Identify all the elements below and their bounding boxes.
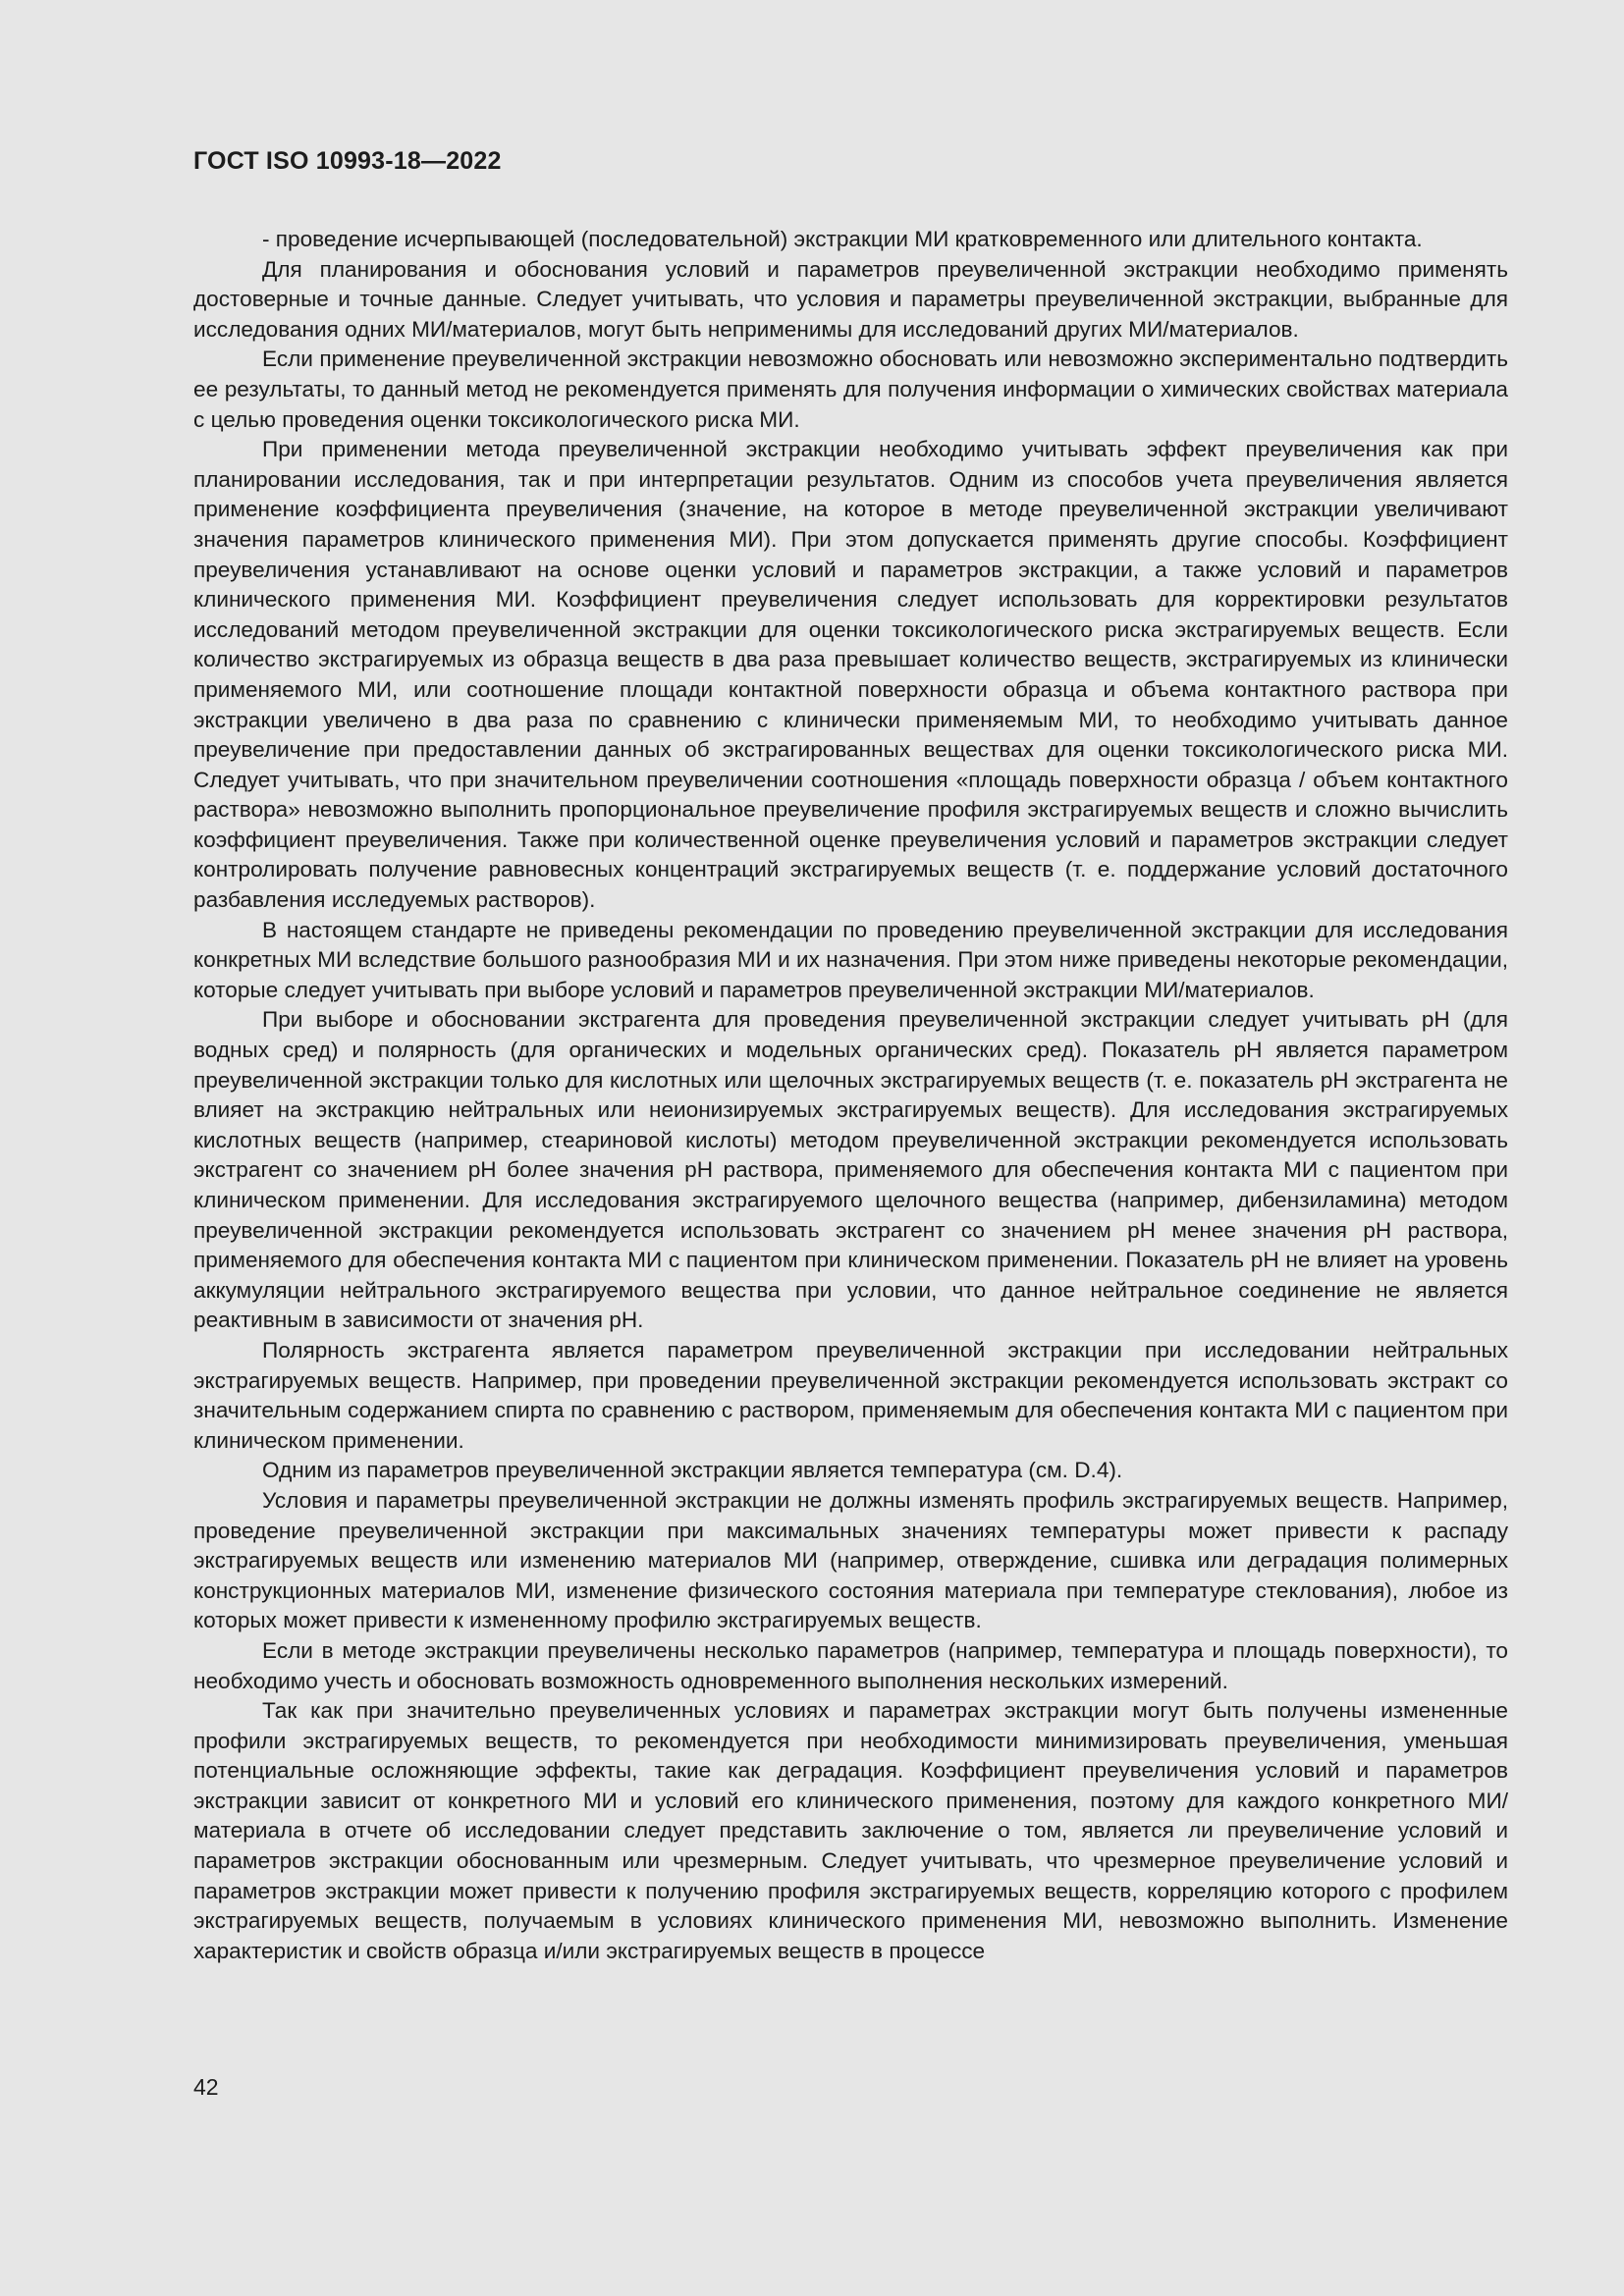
page-number: 42 [193,2074,219,2100]
paragraph: - проведение исчерпывающей (последовательной) экстракции МИ кратковременного или длительного контакта. [262,227,1423,251]
paragraph: Для планирования и обоснования условий и параметров преувеличенной экстракции необходимо применять достоверные и точные данные. Следует учитывать, что условия и параметры преувеличенной экстракции, выбранные для исследования одних МИ/материалов, могут быть неприменимы для исследований других МИ/материалов. [193,256,1508,342]
paragraph: Если в методе экстракции преувеличены несколько параметров (например, температура и площадь поверхности), то необходимо учесть и обосновать возможность одновременного выполнения нескольких измерений. [193,1637,1508,1693]
paragraph: Так как при значительно преувеличенных условиях и параметрах экстракции могут быть получены измененные профили экстрагируемых веществ, то рекомендуется при необходимости минимизировать преувеличения, уменьшая потенциальные осложняющие эффекты, такие как деградация. Коэффициент преувеличения условий и параметров экстракции зависит от конкретного МИ и условий его клинического применения, поэтому для каждого конкретного МИ/материала в отчете об исследовании следует представить заключение о том, является ли преувеличение условий и параметров экстракции обоснованным или чрезмерным. Следует учитывать, что чрезмерное преувеличение условий и параметров экстракции может привести к получению профиля экстрагируемых веществ, корреляцию которого с профилем экстрагируемых веществ, получаемым в условиях клинического применения МИ, невозможно выполнить. Изменение характеристик и свойств образца и/или экстрагируемых веществ в процессе [193,1698,1508,1963]
paragraph: Одним из параметров преувеличенной экстракции является температура (см. D.4). [262,1458,1123,1483]
paragraph: Если применение преувеличенной экстракции невозможно обосновать или невозможно экспериментально подтвердить ее результаты, то данный метод не рекомендуется применять для получения информации о химических свойствах материала с целью проведения оценки токсикологического риска МИ. [193,347,1508,432]
paragraph: В настоящем стандарте не приведены рекомендации по проведению преувеличенной экстракции для исследования конкретных МИ вследствие большого разнообразия МИ и их назначения. При этом ниже приведены некоторые рекомендации, которые следует учитывать при выборе условий и параметров преувеличенной экстракции МИ/материалов. [193,917,1508,1002]
paragraph: Полярность экстрагента является параметром преувеличенной экстракции при исследовании нейтральных экстрагируемых веществ. Например, при проведении преувеличенной экстракции рекомендуется использовать экстракт со значительным содержанием спирта по сравнению с раствором, применяемым для обеспечения контакта МИ с пациентом при клиническом применении. [193,1337,1508,1453]
paragraph: При применении метода преувеличенной экстракции необходимо учитывать эффект преувеличения как при планировании исследования, так и при интерпретации результатов. Одним из способов учета преувеличения является применение коэффициента преувеличения (значение, на которое в методе преувеличенной экстракции увеличивают значения параметров клинического применения МИ). При этом допускается применять другие способы. Коэффициент преувеличения устанавливают на основе оценки условий и параметров экстракции, а также условий и параметров клинического применения МИ. Коэффициент преувеличения следует использовать для корректировки результатов исследований методом преувеличенной экстракции для оценки токсикологического риска экстрагируемых веществ. Если количество экстрагируемых из образца веществ в два раза превышает количество веществ, экстрагируемых из клинически применяемого МИ, или соотношение площади контактной поверхности образца и объема контактного раствора при экстракции увеличено в два раза по сравнению с клинически применяемым МИ, то необходимо учитывать данное преувеличение при предоставлении данных об экстрагированных веществах для оценки токсикологического риска МИ. Следует учитывать, что при значительном преувеличении соотношения «площадь поверхности образца / объем контактного раствора» невозможно выполнить пропорциональное преувеличение профиля экстрагируемых веществ и сложно вычислить коэффициент преувеличения. Также при количественной оценке преувеличения условий и параметров экстракции следует контролировать получение равновесных концентраций экстрагируемых веществ (т. е. поддержание условий достаточного разбавления исследуемых растворов). [193,437,1508,913]
document-header: ГОСТ ISO 10993-18—2022 [193,147,502,175]
document-body [193,225,1508,1966]
paragraph: При выборе и обосновании экстрагента для проведения преувеличенной экстракции следует учитывать рН (для водных сред) и полярность (для органических и модельных органических сред). Показатель рН является параметром преувеличенной экстракции только для кислотных или щелочных экстрагируемых веществ (т. е. показатель рН экстрагента не влияет на экстракцию нейтральных или неионизируемых экстрагируемых веществ). Для исследования экстрагируемых кислотных веществ (например, стеариновой кислоты) методом преувеличенной экстракции рекомендуется использовать экстрагент со значением рН более значения рН раствора, применяемого для обеспечения контакта МИ с пациентом при клиническом применении. Для исследования экстрагируемого щелочного вещества (например, дибензиламина) методом преувеличенной экстракции рекомендуется использовать экстрагент со значением рН менее значения рН раствора, применяемого для обеспечения контакта МИ с пациентом при клиническом применении. Показатель рН не влияет на уровень аккумуляции нейтрального экстрагируемого вещества при условии, что данное нейтральное соединение не является реактивным в зависимости от значения рН. [193,1007,1508,1333]
paragraph: Условия и параметры преувеличенной экстракции не должны изменять профиль экстрагируемых веществ. Например, проведение преувеличенной экстракции при максимальных значениях температуры может привести к распаду экстрагируемых веществ или изменению материалов МИ (например, отверждение, сшивка или деградация полимерных конструкционных материалов МИ, изменение физического состояния материала при температуре стеклования), любое из которых может привести к измененному профилю экстрагируемых веществ. [193,1487,1508,1633]
